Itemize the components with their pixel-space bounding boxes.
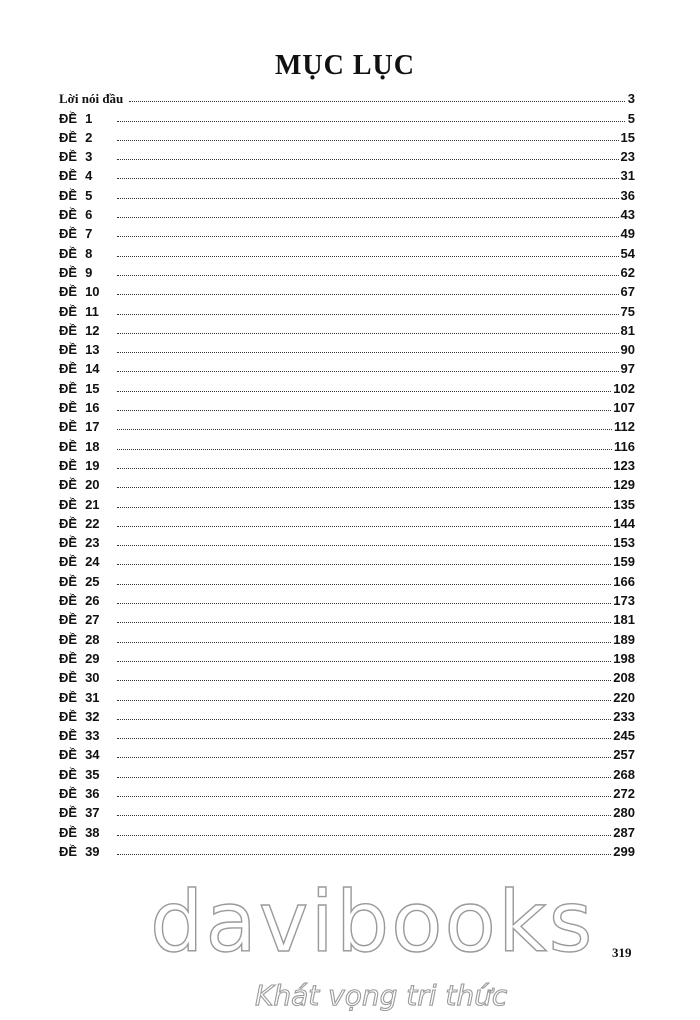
toc-label	[59, 826, 111, 839]
toc-page-number: 208	[613, 670, 635, 686]
toc-entry-number: 9	[85, 264, 93, 280]
toc-entry-number: 37	[85, 805, 100, 821]
toc-row	[59, 704, 635, 723]
toc-label	[59, 768, 111, 781]
dot-leader	[117, 275, 618, 276]
toc-entry-number: 26	[85, 593, 100, 609]
toc-label	[59, 208, 111, 221]
dot-leader	[117, 584, 611, 585]
toc-entry-number: 8	[85, 245, 93, 261]
toc-label	[59, 594, 111, 607]
dot-leader	[117, 815, 611, 816]
toc-page-number: 153	[613, 535, 635, 551]
toc-row	[59, 375, 635, 394]
toc-entry-number: 12	[85, 322, 100, 338]
toc-prefix: ĐỀ	[59, 728, 78, 744]
toc-page-number: 135	[613, 496, 635, 512]
toc-prefix: ĐỀ	[59, 650, 78, 666]
toc-row	[59, 433, 635, 452]
toc-entry-number: 4	[85, 168, 93, 184]
toc-page-number: 54	[620, 245, 635, 261]
toc-label	[59, 806, 111, 819]
toc-row	[59, 472, 635, 491]
toc-entry-number: 11	[85, 303, 99, 319]
toc-label	[59, 324, 111, 337]
toc-label	[59, 671, 111, 684]
toc-prefix: ĐỀ	[59, 226, 78, 242]
toc-entry-number: 7	[85, 226, 93, 242]
toc-row	[59, 337, 635, 356]
toc-row	[59, 723, 635, 742]
toc-prefix: ĐỀ	[59, 593, 78, 609]
toc-prefix: ĐỀ	[59, 612, 78, 628]
toc-label	[59, 150, 111, 163]
toc-row	[59, 453, 635, 472]
dot-leader	[117, 642, 611, 643]
toc-page-number: 123	[613, 457, 635, 473]
dot-leader	[117, 140, 618, 141]
toc-prefix: ĐỀ	[59, 419, 78, 435]
toc-prefix: ĐỀ	[59, 149, 78, 165]
toc-entry-number: 35	[85, 766, 100, 782]
toc-row	[59, 742, 635, 761]
toc-page-number: 268	[613, 766, 635, 782]
table-of-contents	[59, 86, 635, 858]
toc-row	[59, 356, 635, 375]
toc-row	[59, 819, 635, 838]
toc-entry-number: 1	[85, 110, 93, 126]
toc-prefix: ĐỀ	[59, 129, 78, 145]
watermark-tagline: Khát vọng tri thức	[255, 979, 508, 1012]
toc-entry-number: 13	[85, 342, 100, 358]
toc-row	[59, 318, 635, 337]
toc-row	[59, 626, 635, 645]
toc-label	[59, 633, 111, 646]
toc-page-number: 173	[613, 593, 635, 609]
toc-prefix: ĐỀ	[59, 207, 78, 223]
toc-row	[59, 491, 635, 510]
toc-row	[59, 549, 635, 568]
dot-leader	[117, 680, 611, 681]
dot-leader	[117, 468, 611, 469]
toc-label	[59, 575, 111, 588]
toc-row	[59, 202, 635, 221]
toc-row	[59, 530, 635, 549]
toc-label	[59, 613, 111, 626]
toc-prefix: ĐỀ	[59, 322, 78, 338]
toc-row	[59, 665, 635, 684]
toc-row	[59, 761, 635, 780]
dot-leader	[117, 796, 611, 797]
toc-label	[59, 691, 111, 704]
toc-label	[59, 362, 111, 375]
toc-label	[59, 729, 111, 742]
toc-entry-number: 31	[85, 689, 100, 705]
toc-row	[59, 125, 635, 144]
toc-row	[59, 105, 635, 124]
dot-leader	[117, 487, 611, 488]
dot-leader	[117, 449, 612, 450]
toc-row	[59, 221, 635, 240]
toc-page-number: 198	[613, 650, 635, 666]
toc-page-number: 159	[613, 554, 635, 570]
toc-page-number: 144	[613, 515, 635, 531]
toc-prefix: ĐỀ	[59, 303, 78, 319]
toc-prefix: ĐỀ	[59, 554, 78, 570]
toc-label	[59, 710, 111, 723]
dot-leader	[117, 391, 611, 392]
toc-page-number: 280	[613, 805, 635, 821]
toc-page-number: 97	[620, 361, 635, 377]
toc-label	[59, 382, 111, 395]
dot-leader	[117, 159, 618, 160]
toc-page-number: 43	[620, 207, 635, 223]
toc-page-number: 5	[627, 110, 635, 126]
watermark-logo: davibooks	[150, 873, 595, 971]
toc-label	[59, 169, 111, 182]
toc-entry-number: 14	[85, 361, 100, 377]
toc-page-number: 189	[613, 631, 635, 647]
toc-label	[59, 131, 111, 144]
toc-entry-number: 24	[85, 554, 100, 570]
dot-leader	[117, 757, 611, 758]
toc-prefix: ĐỀ	[59, 805, 78, 821]
toc-page-number: 102	[613, 380, 635, 396]
dot-leader	[117, 178, 618, 179]
toc-label	[59, 652, 111, 665]
dot-leader	[117, 719, 611, 720]
toc-page-number: 245	[613, 728, 635, 744]
toc-row	[59, 260, 635, 279]
toc-page-number: 116	[614, 438, 635, 454]
dot-leader	[117, 121, 625, 122]
toc-entry-number: 27	[85, 612, 100, 628]
toc-prefix: ĐỀ	[59, 284, 78, 300]
toc-prefix: ĐỀ	[59, 535, 78, 551]
toc-label	[59, 401, 111, 414]
toc-entry-number: 18	[85, 438, 100, 454]
toc-row	[59, 684, 635, 703]
toc-prefix: ĐỀ	[59, 747, 78, 763]
toc-entry-number: 16	[85, 400, 100, 416]
toc-prefix: ĐỀ	[59, 496, 78, 512]
toc-prefix: ĐỀ	[59, 785, 78, 801]
toc-row	[59, 395, 635, 414]
toc-label	[59, 112, 111, 125]
toc-page-number: 220	[613, 689, 635, 705]
toc-row	[59, 414, 635, 433]
toc-page-number: 287	[613, 824, 635, 840]
toc-label	[59, 227, 111, 240]
toc-prefix: ĐỀ	[59, 361, 78, 377]
toc-page-number: 15	[620, 129, 635, 145]
toc-page-number: 257	[613, 747, 635, 763]
toc-prefix: ĐỀ	[59, 689, 78, 705]
toc-row	[59, 800, 635, 819]
dot-leader	[117, 294, 618, 295]
toc-page-number: 112	[614, 419, 635, 435]
toc-prefix: ĐỀ	[59, 631, 78, 647]
toc-label	[59, 517, 111, 530]
toc-label	[59, 189, 111, 202]
dot-leader	[117, 622, 611, 623]
dot-leader	[117, 429, 612, 430]
toc-prefix: ĐỀ	[59, 187, 78, 203]
toc-row	[59, 240, 635, 259]
toc-label	[59, 420, 111, 433]
toc-prefix: ĐỀ	[59, 110, 78, 126]
toc-page-number: 49	[620, 226, 635, 242]
dot-leader	[117, 314, 618, 315]
toc-label	[59, 748, 111, 761]
dot-leader	[117, 564, 611, 565]
toc-entry-number: 6	[85, 207, 93, 223]
toc-page-number: 129	[613, 477, 635, 493]
toc-row	[59, 607, 635, 626]
toc-page-number: 31	[620, 168, 635, 184]
toc-entry-number: 2	[85, 129, 93, 145]
toc-prefix: ĐỀ	[59, 515, 78, 531]
toc-entry-number: 15	[85, 380, 100, 396]
toc-page-number: 181	[613, 612, 635, 628]
toc-prefix: ĐỀ	[59, 766, 78, 782]
toc-entry-number: 25	[85, 573, 100, 589]
dot-leader	[117, 198, 618, 199]
toc-label	[59, 845, 111, 858]
toc-entry-number: 38	[85, 824, 100, 840]
toc-row	[59, 511, 635, 530]
dot-leader	[117, 545, 611, 546]
dot-leader	[129, 101, 625, 102]
toc-entry-number: 39	[85, 843, 100, 859]
toc-page-number: 166	[613, 573, 635, 589]
toc-label	[59, 459, 111, 472]
toc-prefix: ĐỀ	[59, 264, 78, 280]
dot-leader	[117, 777, 611, 778]
toc-label	[59, 536, 111, 549]
toc-label	[59, 478, 111, 491]
dot-leader	[117, 835, 611, 836]
toc-entry-number: 3	[85, 149, 93, 165]
dot-leader	[117, 738, 611, 739]
toc-row	[59, 588, 635, 607]
toc-entry-number: 19	[85, 457, 100, 473]
toc-row	[59, 781, 635, 800]
dot-leader	[117, 352, 618, 353]
dot-leader	[117, 526, 611, 527]
toc-entry-number: 36	[85, 785, 100, 801]
toc-entry-number: 29	[85, 650, 100, 666]
toc-page-number: 107	[613, 400, 635, 416]
toc-prefix: ĐỀ	[59, 168, 78, 184]
page-number: 319	[612, 945, 632, 960]
toc-page-number: 62	[620, 264, 635, 280]
toc-entry-number: 21	[85, 496, 100, 512]
toc-page-number: 75	[620, 303, 635, 319]
toc-page-number: 23	[620, 149, 635, 165]
toc-entry-number: 22	[85, 515, 100, 531]
toc-prefix: ĐỀ	[59, 438, 78, 454]
dot-leader	[117, 410, 611, 411]
toc-prefix: ĐỀ	[59, 380, 78, 396]
toc-page-number: 67	[620, 284, 635, 300]
toc-entry-number: 23	[85, 535, 100, 551]
toc-page-number: 299	[613, 843, 635, 859]
toc-prefix: ĐỀ	[59, 670, 78, 686]
toc-prefix: ĐỀ	[59, 843, 78, 859]
toc-prefix: ĐỀ	[59, 824, 78, 840]
toc-label	[59, 343, 111, 356]
toc-prefix: ĐỀ	[59, 245, 78, 261]
toc-entry-number: 10	[85, 284, 100, 300]
toc-entry-number: 33	[85, 728, 100, 744]
toc-page-number: 36	[620, 187, 635, 203]
dot-leader	[117, 217, 618, 218]
toc-page-number: 3	[627, 91, 635, 107]
toc-row	[59, 279, 635, 298]
toc-row	[59, 298, 635, 317]
toc-label	[59, 305, 111, 318]
dot-leader	[117, 333, 618, 334]
dot-leader	[117, 854, 611, 855]
toc-row	[59, 839, 635, 858]
dot-leader	[117, 371, 618, 372]
toc-label: Lời nói đầu	[59, 91, 124, 107]
toc-label	[59, 787, 111, 800]
toc-prefix: ĐỀ	[59, 708, 78, 724]
dot-leader	[117, 507, 611, 508]
toc-page-number: 81	[620, 322, 635, 338]
toc-label	[59, 285, 111, 298]
toc-row	[59, 144, 635, 163]
toc-page-number: 90	[620, 342, 635, 358]
toc-label	[59, 555, 111, 568]
toc-label	[59, 247, 111, 260]
toc-row	[59, 182, 635, 201]
toc-page-number: 233	[613, 708, 635, 724]
toc-entry-number: 32	[85, 708, 100, 724]
toc-row-intro	[59, 86, 635, 105]
toc-entry-number: 30	[85, 670, 100, 686]
toc-entry-number: 34	[85, 747, 100, 763]
toc-label	[59, 440, 111, 453]
toc-label	[59, 266, 111, 279]
toc-prefix: ĐỀ	[59, 342, 78, 358]
toc-page-number: 272	[613, 785, 635, 801]
toc-row	[59, 163, 635, 182]
toc-entry-number: 5	[85, 187, 93, 203]
toc-row	[59, 646, 635, 665]
dot-leader	[117, 700, 611, 701]
dot-leader	[117, 236, 618, 237]
toc-prefix: ĐỀ	[59, 573, 78, 589]
dot-leader	[117, 256, 618, 257]
toc-entry-number: 28	[85, 631, 100, 647]
toc-row	[59, 568, 635, 587]
toc-prefix: ĐỀ	[59, 477, 78, 493]
dot-leader	[117, 603, 611, 604]
toc-label	[59, 498, 111, 511]
toc-entry-number: 17	[85, 419, 100, 435]
page-title: MỤC LỤC	[275, 50, 415, 81]
toc-entry-number: 20	[85, 477, 100, 493]
dot-leader	[117, 661, 611, 662]
toc-prefix: ĐỀ	[59, 457, 78, 473]
toc-prefix: ĐỀ	[59, 400, 78, 416]
